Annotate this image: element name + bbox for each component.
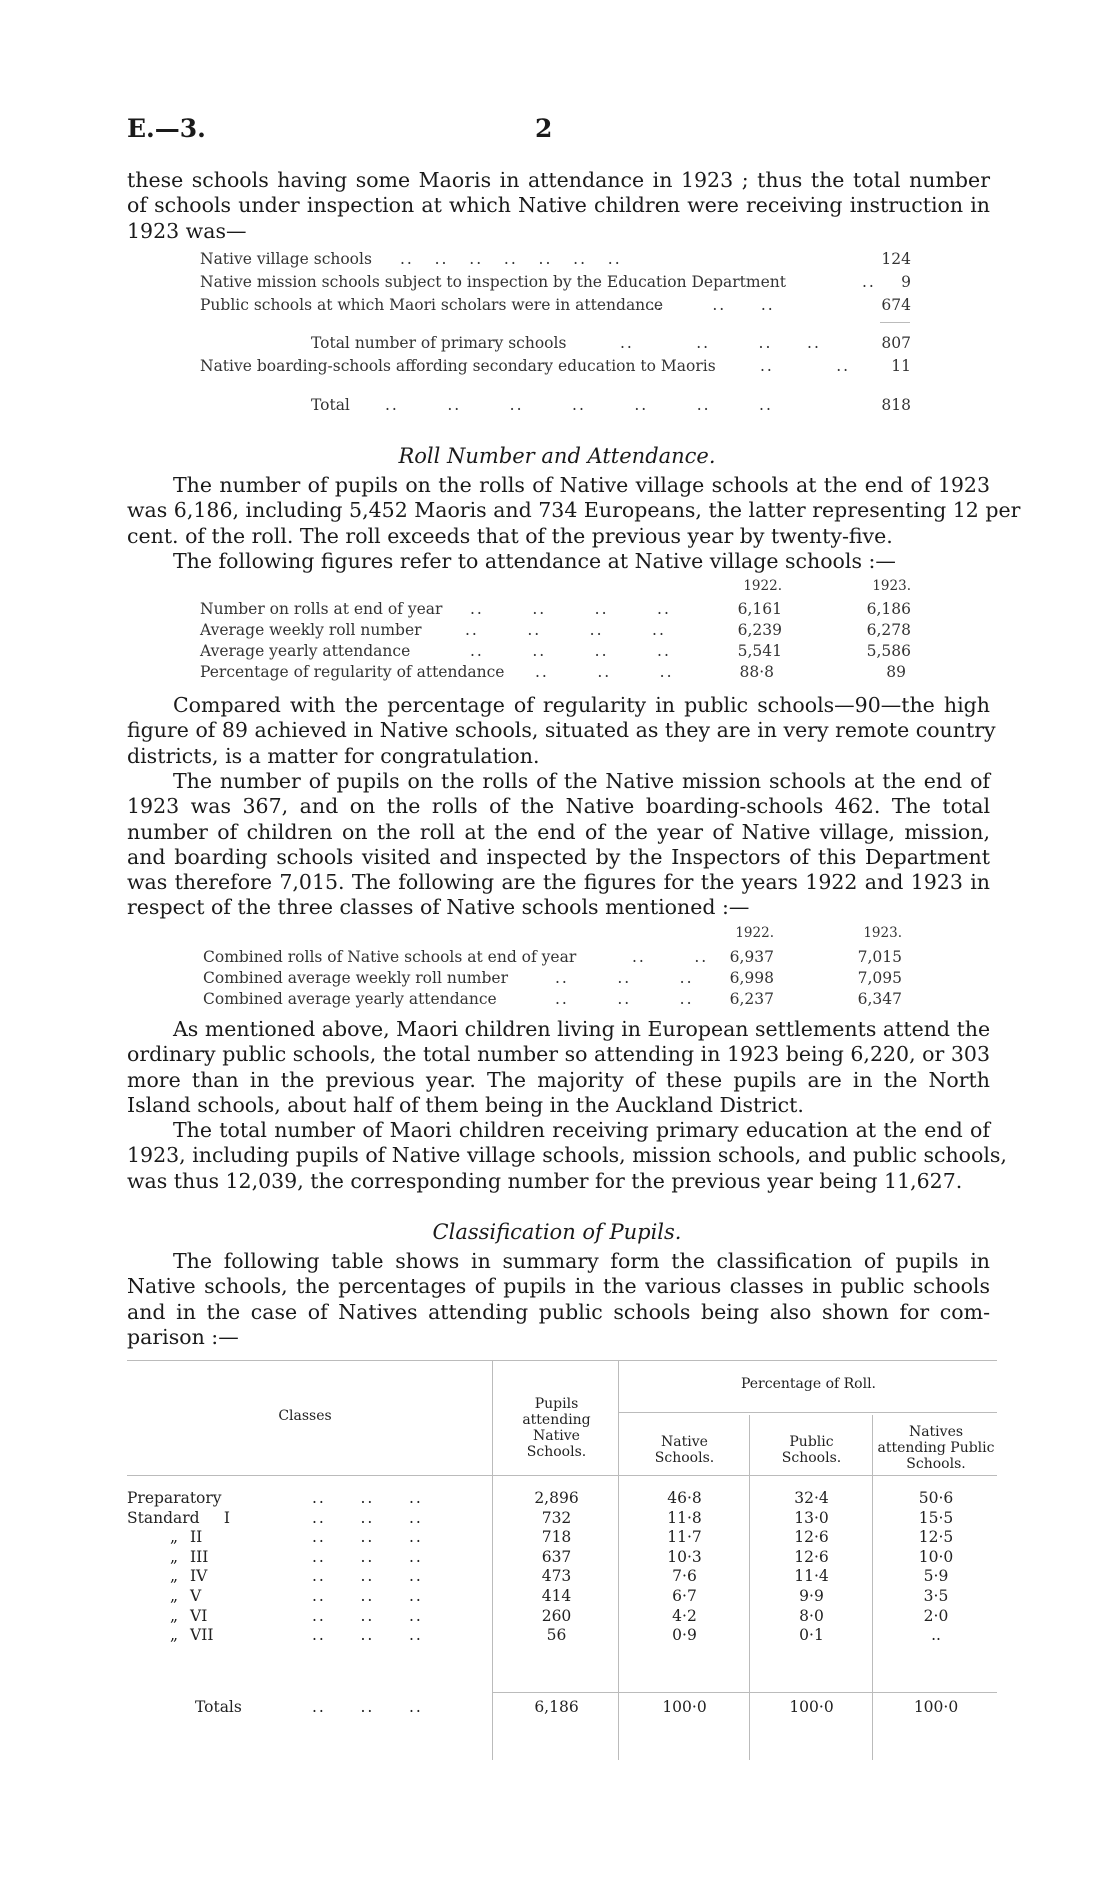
text-line: was thus 12,039, the corresponding number for the previous year being 11,627. (127, 1168, 963, 1193)
row-native-pct: 46·8 (667, 1489, 702, 1507)
row-native-pct: 11·8 (667, 1508, 702, 1527)
row-native-pct: 7·6 (672, 1567, 697, 1586)
row-pupils: 473 (541, 1567, 572, 1586)
header-pupils-line: attending (522, 1412, 591, 1428)
intro-line: these schools having some Maoris in attendance in 1923 ; thus the total number (127, 168, 990, 192)
row-ditto: „ (170, 1587, 179, 1605)
schools-row-value: 807 (881, 334, 911, 352)
schools-row-value: 818 (881, 396, 911, 414)
schools-row-value: 674 (881, 296, 911, 314)
row-native-pct: 11·7 (667, 1528, 702, 1547)
leader-dots: .. .. .. (312, 1567, 423, 1586)
text-line: respect of the three classes of Native schools mentioned :— (127, 895, 750, 920)
year-header-1922: 1922. (735, 925, 774, 941)
row-natives-public-pct: 3·5 (923, 1587, 949, 1605)
header-pupils (495, 1396, 618, 1460)
row-natives-public-pct: 2·0 (923, 1606, 949, 1625)
attendance-1922: 5,541 (737, 642, 782, 660)
text-line: number of children on the roll at the end of the year of Native village, mission, (127, 819, 990, 844)
attendance-1923: 5,586 (866, 642, 911, 660)
header-native-schools (620, 1434, 749, 1466)
leader-dots: .. .. .. .. (470, 600, 671, 618)
schools-row-value: 124 (881, 250, 911, 268)
leader-dots: .. .. .. .. (470, 642, 671, 660)
text-line: cent. of the roll. The roll exceeds that of the previous year by twenty-five. (127, 523, 893, 548)
combined-1923: 7,015 (857, 948, 902, 966)
row-ditto: „ (170, 1528, 179, 1547)
combined-label: Combined rolls of Native schools at end of year (203, 948, 577, 966)
row-public-pct: 12·6 (794, 1528, 829, 1547)
text-line: more than in the previous year. The majority of these pupils are in the North (127, 1067, 990, 1092)
header-pupils-line: Schools. (526, 1444, 587, 1460)
leader-dots: .. .. .. (312, 1528, 423, 1547)
row-class: I (223, 1508, 230, 1527)
row-native-pct: 6·7 (672, 1587, 697, 1605)
row-public-pct: 32·4 (794, 1489, 829, 1507)
attendance-label: Percentage of regularity of attendance (200, 663, 505, 681)
schools-row-label: Public schools at which Maori scholars were in attendance (200, 296, 664, 314)
combined-1922: 6,998 (729, 969, 774, 987)
row-pupils: 260 (541, 1606, 572, 1625)
row-ditto: „ (170, 1547, 179, 1566)
page-number: 2 (535, 114, 553, 143)
text-line: 1923, including pupils of Native village schools, mission schools, and public schools, (127, 1143, 1007, 1168)
table-header-rule (127, 1475, 997, 1476)
row-native-pct: 4·2 (672, 1606, 697, 1625)
attendance-1923: 6,278 (866, 621, 911, 639)
row-public-pct: 9·9 (799, 1587, 824, 1605)
subtotal-rule (880, 322, 910, 323)
row-pupils: 637 (541, 1547, 572, 1566)
year-header-1923: 1923. (863, 925, 902, 941)
text-line: The number of pupils on the rolls of Native village schools at the end of 1923 (173, 473, 990, 497)
combined-1923: 6,347 (857, 990, 902, 1008)
combined-label: Combined average weekly roll number (203, 969, 509, 987)
row-natives-public-pct: 15·5 (918, 1508, 954, 1527)
row-pupils: 2,896 (534, 1489, 579, 1507)
leader-dots: .. .. .. (312, 1606, 423, 1625)
document-reference: E.—3. (127, 114, 206, 143)
combined-label: Combined average yearly attendance (203, 990, 497, 1008)
text-line: figure of 89 achieved in Native schools, situated as they are in very remote country (127, 718, 996, 743)
header-public-line: Public (789, 1434, 834, 1450)
header-classes: Classes (278, 1408, 332, 1424)
text-line: The following table shows in summary form the classification of pupils in (173, 1249, 990, 1273)
text-line: The following figures refer to attendance at Native village schools :— (173, 548, 896, 573)
roll-paragraph-2 (127, 693, 996, 769)
schools-row-value: 9 (901, 273, 911, 291)
leader-dots: .. .. .. .. (465, 621, 666, 639)
row-native-pct: 0·9 (672, 1626, 697, 1645)
combined-1922: 6,937 (729, 948, 774, 966)
row-public-pct: 12·6 (794, 1547, 829, 1566)
leader-dots: .. .. .. (312, 1587, 423, 1605)
text-line: parison :— (127, 1324, 239, 1349)
intro-line: of schools under inspection at which Native children were receiving instruction in (127, 193, 990, 218)
leader-dots: .. (862, 273, 876, 291)
roll-paragraph-4 (127, 1017, 990, 1118)
text-line: Island schools, about half of them being in the Auckland District. (127, 1092, 804, 1117)
text-line: Native schools, the percentages of pupils in the various classes in public schools (127, 1274, 990, 1299)
row-class: IV (190, 1567, 208, 1586)
row-pupils: 732 (541, 1508, 572, 1527)
row-ditto: „ (170, 1567, 179, 1586)
leader-dots: .. .. (760, 357, 851, 375)
header-native-line: Native (661, 1434, 708, 1450)
row-public-pct: 11·4 (794, 1567, 829, 1586)
row-native-pct: 10·3 (667, 1547, 702, 1566)
schools-row-value: 11 (891, 357, 911, 375)
leader-dots: .. .. .. (555, 990, 694, 1008)
row-natives-public-pct: 5·9 (923, 1567, 949, 1586)
row-natives-public-pct: .. (931, 1626, 941, 1645)
attendance-label: Number on rolls at end of year (200, 600, 443, 618)
row-class: V (190, 1587, 202, 1605)
totals-pupils: 6,186 (534, 1698, 579, 1716)
text-line: was therefore 7,015. The following are the figures for the years 1922 and 1923 in (127, 870, 990, 895)
leader-dots: .. .. .. (312, 1508, 423, 1527)
row-pupils: 718 (541, 1528, 572, 1547)
leader-dots: .. .. .. (555, 969, 694, 987)
header-natives-line: Schools. (906, 1456, 966, 1472)
leader-dots: .. .. .. (535, 663, 674, 681)
section-heading-classification: Classification of Pupils. (432, 1220, 682, 1244)
attendance-1922: 6,161 (737, 600, 782, 618)
row-class: III (190, 1547, 209, 1566)
row-ditto: „ (170, 1626, 179, 1645)
table-top-rule (127, 1360, 997, 1361)
attendance-1922: 88·8 (739, 663, 774, 681)
roll-paragraph-3 (127, 769, 990, 921)
schools-row-label: Native mission schools subject to inspection by the Education Department (200, 273, 786, 291)
header-natives-attending-public (874, 1424, 998, 1472)
row-class: II (190, 1528, 203, 1547)
schools-row-label: Total number of primary schools (311, 334, 567, 352)
header-public-schools (751, 1434, 872, 1466)
totals-native: 100·0 (662, 1698, 707, 1716)
header-percentage: Percentage of Roll. (740, 1376, 877, 1392)
attendance-label: Average weekly roll number (200, 621, 422, 639)
classification-paragraph (127, 1249, 990, 1350)
leader-dots: .. .. .. (312, 1626, 423, 1645)
row-class: VII (190, 1626, 214, 1645)
leader-dots: .. .. (632, 948, 709, 966)
leader-dots: .. .. .. .. .. .. .. (385, 396, 773, 414)
attendance-1923: 6,186 (866, 600, 911, 618)
leader-dots: .. .. .. (312, 1547, 423, 1566)
header-pupils-line: Native (533, 1428, 580, 1444)
row-prefix: Preparatory (127, 1489, 222, 1507)
row-class: VI (190, 1606, 208, 1625)
leader-dots: .. .. .. (312, 1489, 423, 1507)
header-natives-line: Natives (908, 1424, 964, 1440)
text-line: 1923 was 367, and on the rolls of the Native boarding-schools 462. The total (127, 794, 990, 819)
intro-paragraph (127, 168, 990, 244)
row-prefix: Standard (127, 1508, 200, 1527)
row-pupils: 414 (541, 1587, 572, 1605)
text-line: was 6,186, including 5,452 Maoris and 734 Europeans, the latter representing 12 per (127, 498, 1021, 523)
row-natives-public-pct: 12·5 (918, 1528, 954, 1547)
year-header-1923: 1923. (872, 578, 911, 594)
row-ditto: „ (170, 1606, 179, 1625)
text-line: and in the case of Natives attending public schools being also shown for com- (127, 1299, 990, 1324)
schools-row-label: Total (311, 396, 350, 414)
text-line: districts, is a matter for congratulation. (127, 743, 540, 768)
totals-rule (492, 1692, 997, 1693)
leader-dots: .. .. .. .. .. .. .. (400, 250, 622, 268)
section-heading-roll: Roll Number and Attendance. (398, 444, 716, 468)
column-divider (618, 1360, 619, 1760)
totals-public: 100·0 (789, 1698, 834, 1716)
header-public-line: Schools. (781, 1450, 842, 1466)
row-public-pct: 13·0 (794, 1508, 829, 1527)
attendance-label: Average yearly attendance (200, 642, 411, 660)
text-line: and boarding schools visited and inspected by the Inspectors of this Department (127, 844, 990, 869)
roll-paragraph-5 (127, 1118, 1007, 1194)
roll-paragraph-1 (127, 473, 1021, 574)
column-divider (492, 1360, 493, 1760)
header-pupils-line: Pupils (534, 1396, 579, 1412)
leader-dots: .. .. .. (650, 296, 775, 314)
combined-1923: 7,095 (857, 969, 902, 987)
header-natives-line: attending Public (877, 1440, 995, 1456)
row-public-pct: 8·0 (799, 1606, 824, 1625)
row-public-pct: 0·1 (799, 1626, 824, 1645)
text-line: The number of pupils on the rolls of the Native mission schools at the end of (173, 769, 990, 793)
text-line: As mentioned above, Maori children living in European settlements attend the (173, 1017, 991, 1041)
subheader-rule (618, 1412, 997, 1413)
intro-line: 1923 was— (127, 218, 247, 243)
row-natives-public-pct: 10·0 (918, 1547, 954, 1566)
leader-dots: .. .. .. .. (620, 334, 821, 352)
column-divider (872, 1415, 873, 1760)
row-natives-public-pct: 50·6 (918, 1489, 954, 1507)
attendance-1923: 89 (886, 663, 906, 681)
totals-label: Totals (195, 1698, 242, 1716)
leader-dots: .. .. .. (312, 1698, 423, 1716)
row-pupils: 56 (546, 1626, 567, 1645)
combined-1922: 6,237 (729, 990, 774, 1008)
schools-row-label: Native village schools (200, 250, 372, 268)
header-native-line: Schools. (654, 1450, 715, 1466)
totals-natives-public: 100·0 (913, 1698, 959, 1716)
schools-row-label: Native boarding-schools affording secondary education to Maoris (200, 357, 716, 375)
attendance-1922: 6,239 (737, 621, 782, 639)
text-line: The total number of Maori children receiving primary education at the end of (173, 1118, 990, 1142)
column-divider (749, 1415, 750, 1760)
year-header-1922: 1922. (743, 578, 782, 594)
text-line: ordinary public schools, the total number so attending in 1923 being 6,220, or 303 (127, 1042, 990, 1067)
text-line: Compared with the percentage of regularity in public schools—90—the high (173, 693, 990, 717)
